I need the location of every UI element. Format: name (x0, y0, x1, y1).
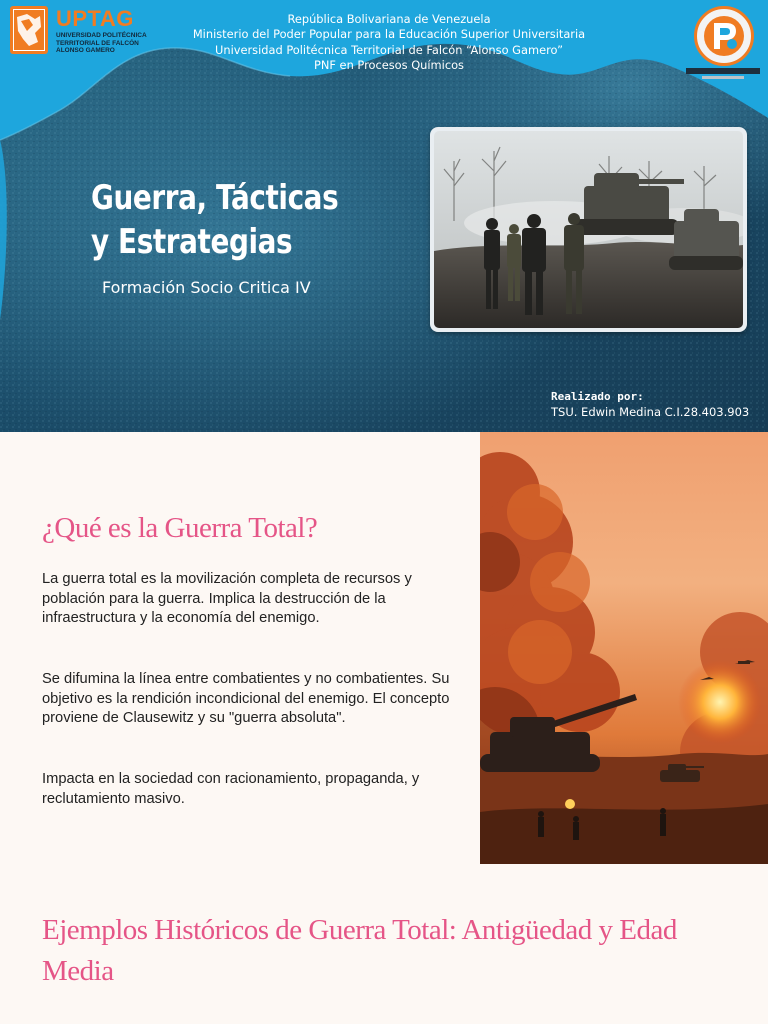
pnf-logo-banner (686, 68, 760, 74)
battlefield-illustration (480, 432, 768, 864)
section-heading-guerra-total: ¿Qué es la Guerra Total? (42, 512, 318, 544)
credit-label: Realizado por: (551, 390, 644, 403)
uptag-map-icon (10, 6, 48, 54)
header-line-program: PNF en Procesos Químicos (314, 58, 464, 73)
uptag-logo (10, 6, 150, 56)
paragraph-society-impact: Impacta en la sociedad con racionamiento, propaganda, y reclutamiento masivo. (42, 771, 420, 807)
soldiers-tanks-photo (434, 131, 743, 328)
credit-author: TSU. Edwin Medina C.I.28.403.903 (551, 405, 750, 419)
paragraph-combatants: Se difumina la línea entre combatientes y no combatientes. Su objetivo es la rendición incondicional del enemigo. El concepto proviene de Clausewitz y su "guerra absoluta". (42, 671, 450, 726)
header-line-ministry: Ministerio del Poder Popular para la Educación Superior Universitaria (192, 27, 586, 42)
cover-photo-frame (430, 127, 747, 332)
header-line-country: República Bolivariana de Venezuela (287, 12, 491, 26)
header-line-university: Universidad Politécnica Territorial de Falcón “Alonso Gamero” (215, 42, 563, 57)
pnf-logo-icon (694, 6, 754, 66)
cover-hero (0, 0, 768, 432)
pnf-logo-underline (702, 76, 744, 79)
paragraph-definition: La guerra total es la movilización completa de recursos y población para la guerra. Implica la destrucción de la infraestructura y la economía del enemigo. (42, 571, 412, 626)
uptag-logo-subtitle: UNIVERSIDAD POLITÉCNICA TERRITORIAL DE FALCÓN ALONSO GAMERO (56, 32, 147, 54)
institution-header (150, 12, 628, 74)
cover-subtitle: Formación Socio Critica IV (102, 278, 311, 297)
cover-title: Guerra, Tácticas y Estrategias (91, 178, 339, 262)
pnf-logo (686, 4, 760, 82)
section-heading-historical-examples: Ejemplos Históricos de Guerra Total: Antigüedad y Edad Media (42, 914, 677, 987)
uptag-logo-name: UPTAG (56, 6, 134, 31)
